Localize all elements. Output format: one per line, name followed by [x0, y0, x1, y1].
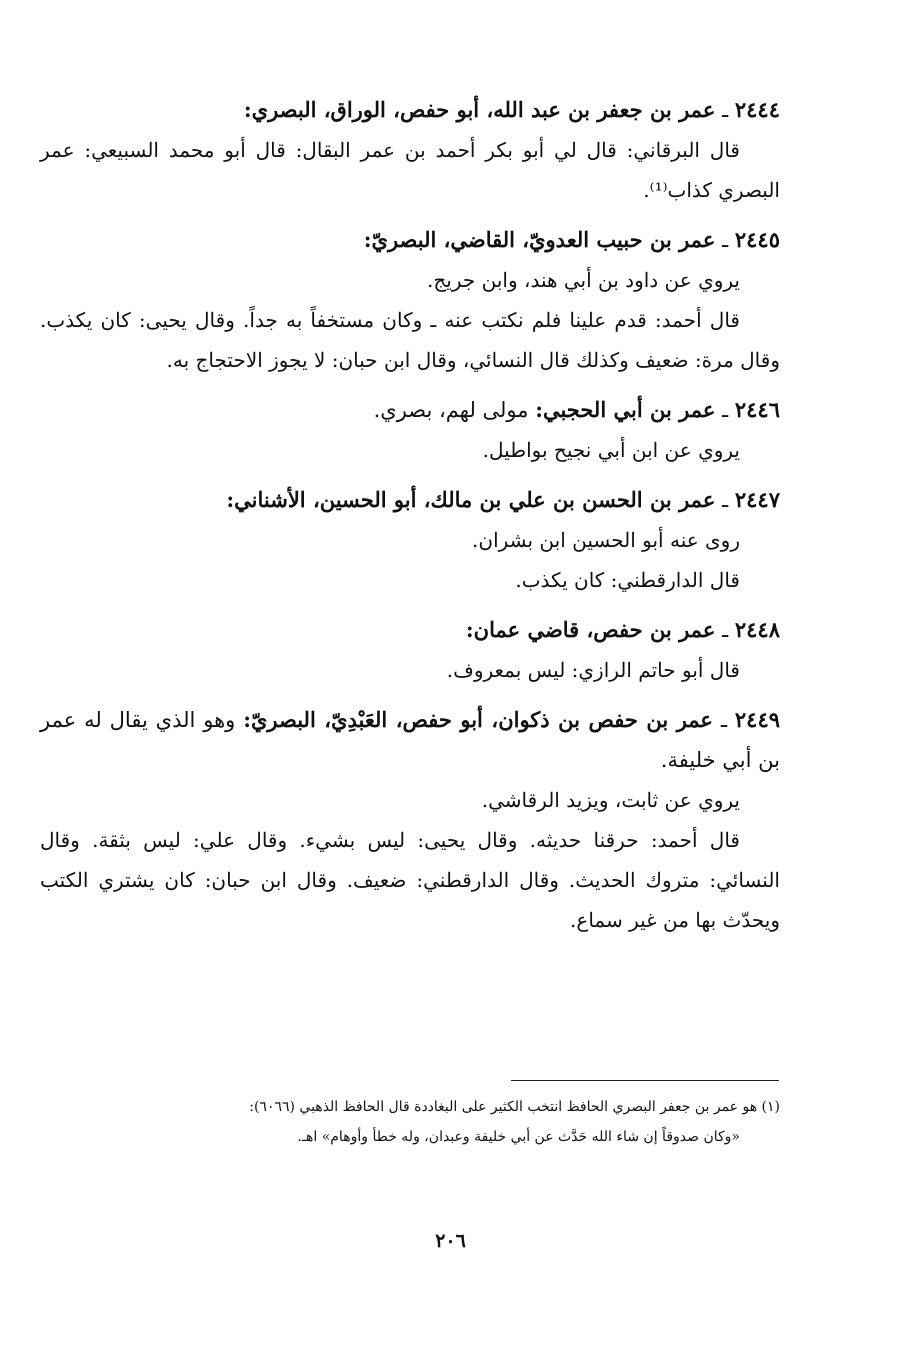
- entry-number: ٢٤٤٨: [734, 617, 780, 642]
- entry-name: عمر بن أبي الحجبي:: [535, 397, 716, 422]
- footnote-line: (١) هو عمر بن جعفر البصري الحافظ انتخب الكثير على البغاددة قال الحافظ الذهبي (٦٠٦٦):: [249, 1099, 780, 1115]
- entry-heading: ٢٤٤٩ ـ عمر بن حفص بن ذكوان، أبو حفص، العَبْدِيّ، البصريّ: وهو الذي يقال له عمر بن أبي خليفة.: [40, 707, 781, 772]
- entry-heading: ٢٤٤٥ ـ عمر بن حبيب العدويّ، القاضي، البصريّ:: [363, 227, 780, 252]
- entry-2446: [40, 390, 780, 470]
- entry-heading-rest: وهو الذي يقال له عمر بن أبي خليفة.: [40, 708, 780, 772]
- entry-number: ٢٤٤٤: [734, 97, 780, 122]
- entry-text: قال الدارقطني: كان يكذب.: [515, 568, 740, 592]
- entry-heading: ٢٤٤٨ ـ عمر بن حفص، قاضي عمان:: [465, 617, 780, 642]
- entry-heading: ٢٤٤٦ ـ عمر بن أبي الحجبي: مولى لهم، بصري.: [373, 397, 780, 422]
- entry-number: ٢٤٤٧: [734, 487, 780, 512]
- entry-name: عمر بن حفص، قاضي عمان:: [465, 617, 716, 642]
- entry-2449: [40, 700, 780, 940]
- entry-2448: [40, 610, 780, 690]
- entry-number: ٢٤٤٥: [734, 227, 780, 252]
- footnote-line: «وكان صدوقاً إن شاء الله حَدَّث عن أبي خليفة وعبدان، وله خطأ وأوهام» اهـ.: [297, 1129, 740, 1145]
- entry-text: قال أبو حاتم الرازي: ليس بمعروف.: [446, 658, 740, 682]
- entry-heading: ٢٤٤٤ ـ عمر بن جعفر بن عبد الله، أبو حفص، الوراق، البصري:: [243, 97, 780, 122]
- entry-text: قال أحمد: حرقنا حديثه. وقال يحيى: ليس بشيء. وقال علي: ليس بثقة. وقال النسائي: متروك الحديث. وقال الدارقطني: ضعيف. وقال ابن حبان: كان يشتري الكتب ويحدّث بها من غير سماع.: [40, 828, 780, 932]
- entry-name: عمر بن حفص بن ذكوان، أبو حفص، العَبْدِيّ، البصريّ:: [243, 707, 713, 732]
- page-body: [40, 90, 780, 950]
- footnote: [120, 1092, 780, 1152]
- entry-text: يروي عن داود بن أبي هند، وابن جريج.: [427, 268, 740, 292]
- entry-name: عمر بن الحسن بن علي بن مالك، أبو الحسين، الأشناني:: [226, 487, 716, 512]
- entry-text: روى عنه أبو الحسين ابن بشران.: [472, 528, 740, 552]
- entry-number: ٢٤٤٦: [734, 397, 780, 422]
- entry-heading-rest: مولى لهم، بصري.: [373, 398, 529, 422]
- page-number: ٢٠٦: [435, 1230, 466, 1252]
- entry-text: قال البرقاني: قال لي أبو بكر أحمد بن عمر البقال: قال أبو محمد السبيعي: عمر البصري كذاب⁽¹⁾.: [40, 138, 780, 202]
- entry-name: عمر بن حبيب العدويّ، القاضي، البصريّ:: [363, 227, 716, 252]
- entry-number: ٢٤٤٩: [734, 707, 781, 732]
- footnote-divider: [511, 1080, 779, 1081]
- entry-text: يروي عن ثابت، ويزيد الرقاشي.: [481, 788, 740, 812]
- entry-2445: [40, 220, 780, 380]
- entry-name: عمر بن جعفر بن عبد الله، أبو حفص، الوراق، البصري:: [243, 97, 716, 122]
- entry-2447: [40, 480, 780, 600]
- entry-text: يروي عن ابن أبي نجيح بواطيل.: [482, 438, 740, 462]
- entry-text: قال أحمد: قدم علينا فلم نكتب عنه ـ وكان مستخفاً به جداً. وقال يحيى: كان يكذب. وقال مرة: ضعيف وكذلك قال النسائي، وقال ابن حبان: لا يجوز الاحتجاج به.: [40, 308, 780, 372]
- entry-2444: [40, 90, 780, 210]
- entry-heading: ٢٤٤٧ ـ عمر بن الحسن بن علي بن مالك، أبو الحسين، الأشناني:: [226, 487, 780, 512]
